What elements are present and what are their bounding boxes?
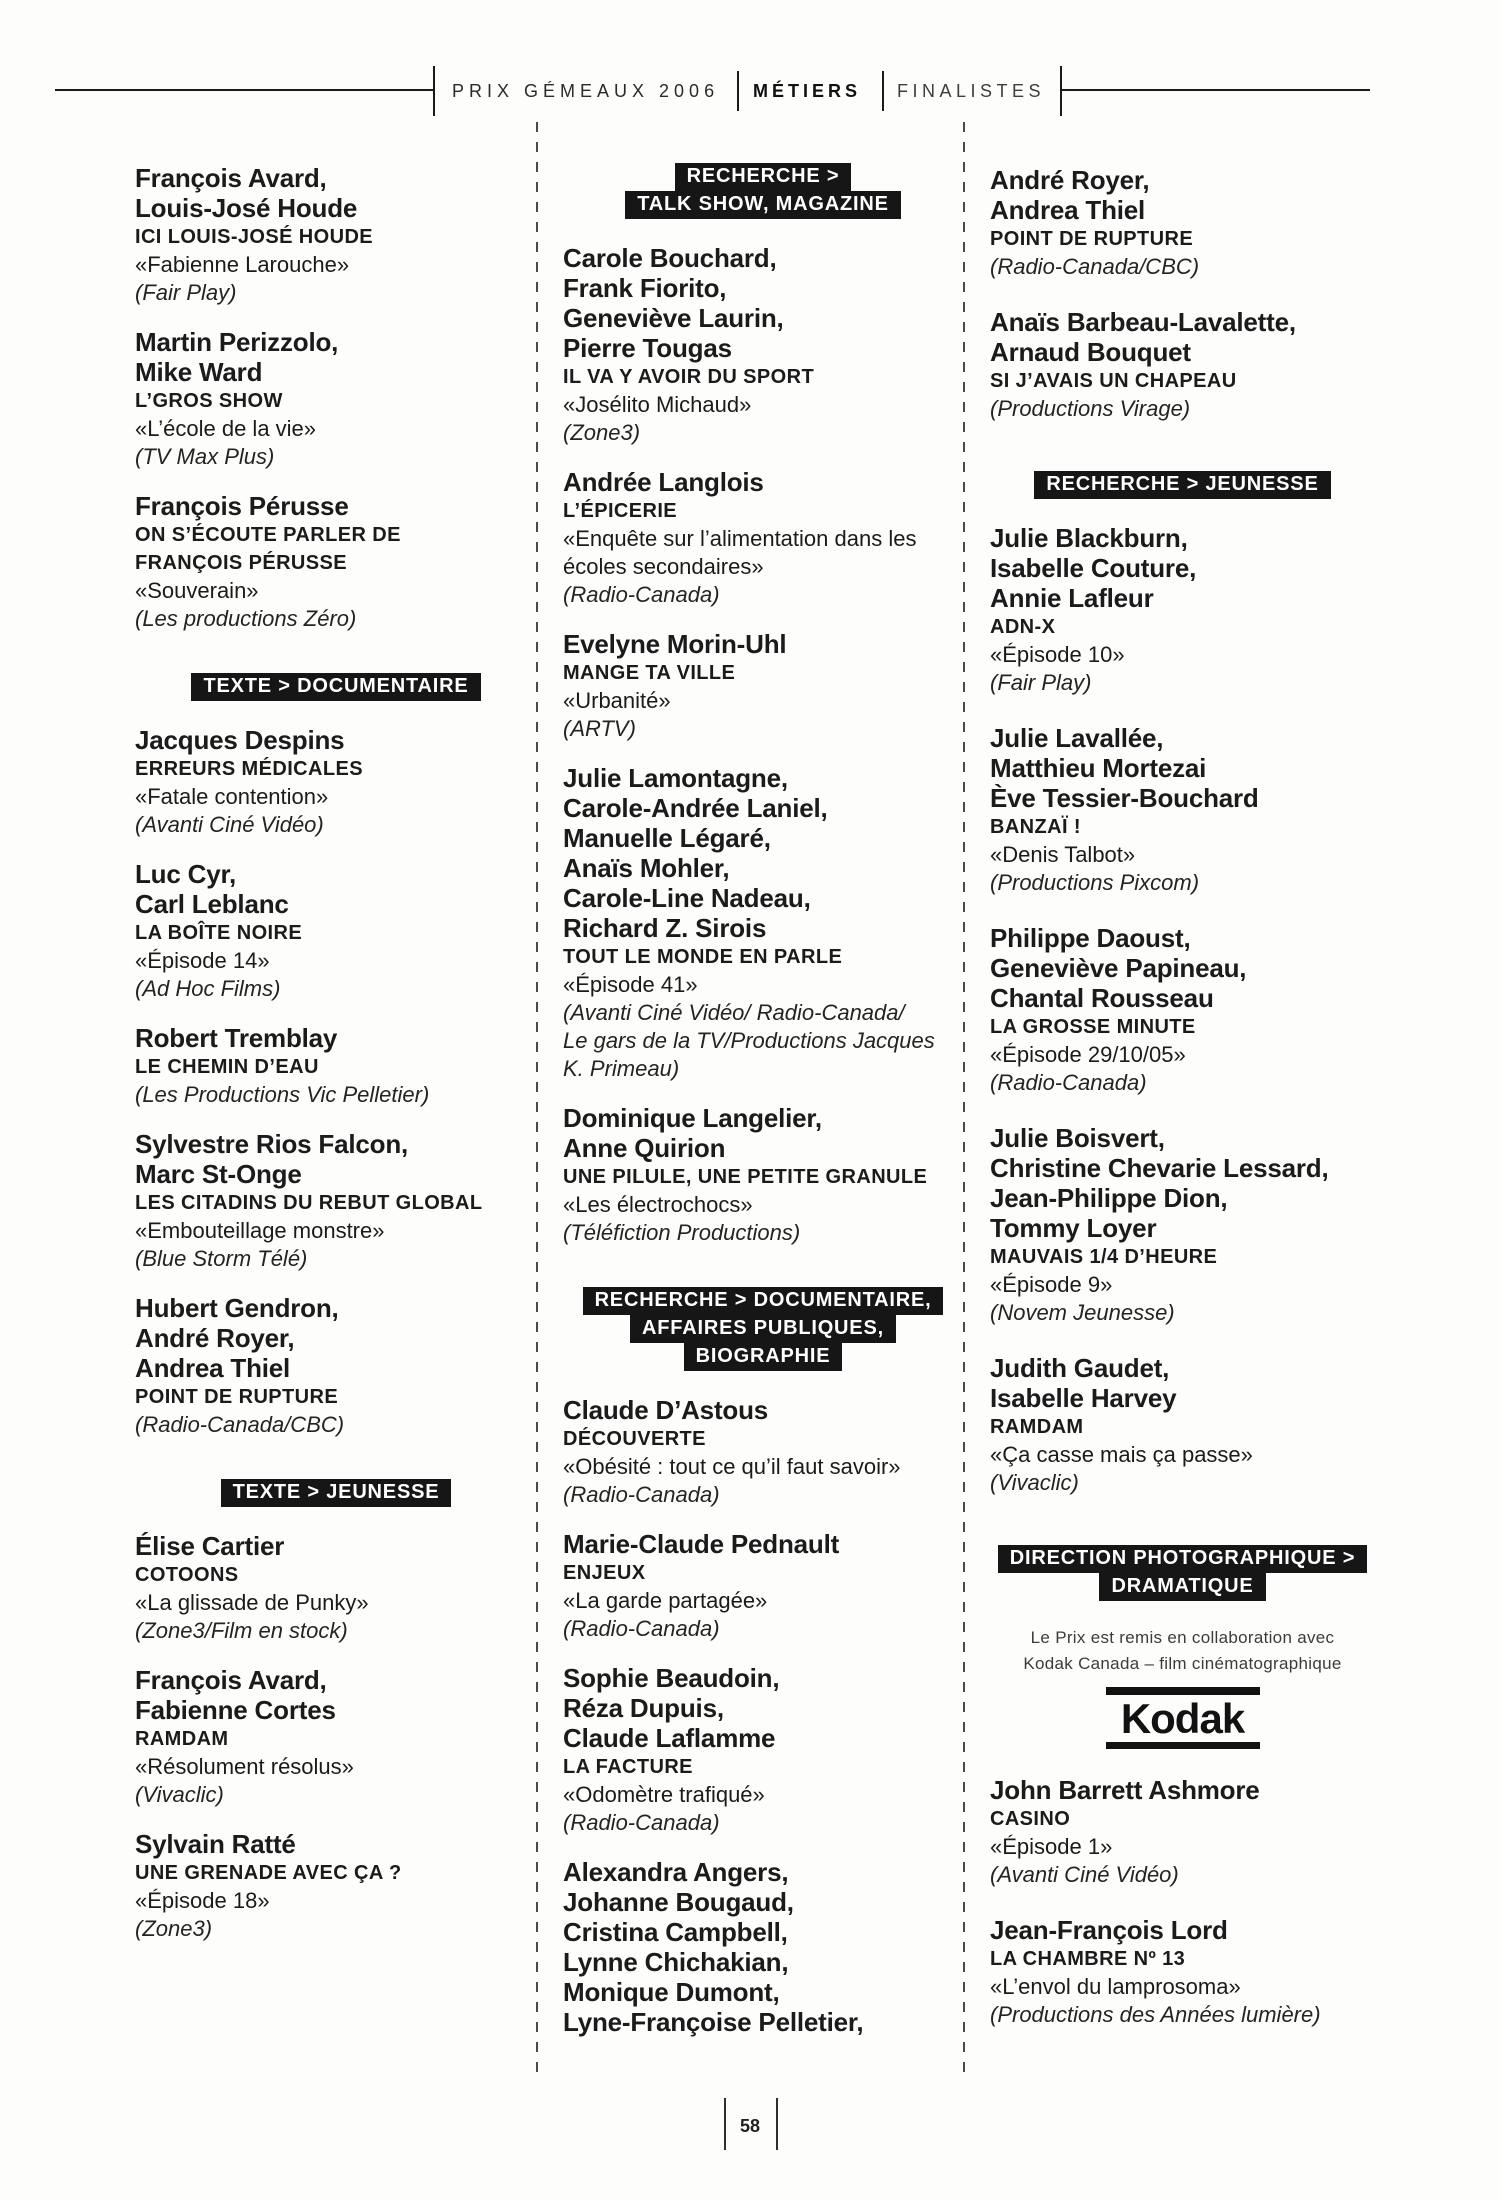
section-header-text: RECHERCHE > JEUNESSE (1034, 471, 1330, 499)
episode-title: «Épisode 41» (563, 972, 698, 997)
production-company: (Radio-Canada) (563, 1616, 720, 1641)
person-name: Julie Lavallée, (990, 723, 1164, 753)
finalist-entry (135, 1293, 537, 1439)
section-header (135, 1479, 537, 1507)
person-name: Robert Tremblay (135, 1023, 338, 1053)
program-title: UNE GRENADE AVEC ÇA ? (135, 1862, 402, 1884)
production-company: (Novem Jeunesse) (990, 1300, 1175, 1325)
program-title: UNE PILULE, UNE PETITE GRANULE (563, 1166, 928, 1188)
section-header-line (563, 191, 963, 219)
collaboration-note-line: Kodak Canada – film cinématographique (1023, 1654, 1342, 1673)
header-divider-1 (737, 71, 739, 111)
section-header (135, 673, 537, 701)
footer-bar-right (776, 2098, 778, 2150)
production-company: (Zone3) (135, 1916, 213, 1941)
production-company: (Fair Play) (135, 280, 237, 305)
section-header-text: DRAMATIQUE (1099, 1573, 1265, 1601)
production-company: (Productions Pixcom) (990, 870, 1200, 895)
episode-title: écoles secondaires» (563, 554, 764, 579)
person-name: Carl Leblanc (135, 889, 289, 919)
program-title: ENJEUX (563, 1562, 646, 1584)
person-name: Anaïs Mohler, (563, 853, 730, 883)
program-title: SI J’AVAIS UN CHAPEAU (990, 370, 1237, 392)
person-name: André Royer, (990, 165, 1150, 195)
finalist-entry (990, 307, 1375, 423)
section-header (990, 1545, 1375, 1601)
episode-title: «Odomètre trafiqué» (563, 1782, 765, 1807)
person-name: Lyne-Françoise Pelletier, (563, 2007, 864, 2037)
episode-title: «Les électrochocs» (563, 1192, 753, 1217)
episode-title: «Denis Talbot» (990, 842, 1136, 867)
person-name: Julie Lamontagne, (563, 763, 788, 793)
person-name: Jacques Despins (135, 725, 345, 755)
production-company: (Zone3/Film en stock) (135, 1618, 348, 1643)
production-company: (Productions Virage) (990, 396, 1191, 421)
person-name: Johanne Bougaud, (563, 1887, 794, 1917)
program-title: POINT DE RUPTURE (990, 228, 1194, 250)
person-name: Martin Perizzolo, (135, 327, 339, 357)
section-header-line (990, 1573, 1375, 1601)
episode-title: «Épisode 14» (135, 948, 270, 973)
production-company: (Radio-Canada/CBC) (990, 254, 1200, 279)
person-name: Carole-Line Nadeau, (563, 883, 811, 913)
production-company: (Téléfiction Productions) (563, 1220, 801, 1245)
production-company: (Productions des Années lumière) (990, 2002, 1321, 2027)
episode-title: «Épisode 29/10/05» (990, 1042, 1186, 1067)
column-separator-2 (963, 122, 965, 2080)
person-name: Réza Dupuis, (563, 1693, 724, 1723)
person-name: François Avard, (135, 163, 327, 193)
person-name: Sylvain Ratté (135, 1829, 296, 1859)
episode-title: «La glissade de Punky» (135, 1590, 369, 1615)
program-title: ERREURS MÉDICALES (135, 758, 363, 780)
person-name: Geneviève Laurin, (563, 303, 784, 333)
person-name: Isabelle Couture, (990, 553, 1197, 583)
episode-title: «Fatale contention» (135, 784, 329, 809)
header-title-subtitle: FINALISTES (897, 81, 1046, 101)
program-title: L’ÉPICERIE (563, 500, 678, 522)
production-company: (Vivaclic) (990, 1470, 1079, 1495)
kodak-logo-text: Kodak (1120, 1695, 1245, 1742)
person-name: Chantal Rousseau (990, 983, 1214, 1013)
production-company: (Zone3) (563, 420, 641, 445)
program-title: RAMDAM (990, 1416, 1084, 1438)
finalist-entry (563, 629, 963, 743)
finalist-entry (563, 1663, 963, 1837)
episode-title: «Obésité : tout ce qu’il faut savoir» (563, 1454, 901, 1479)
person-name: Mike Ward (135, 357, 263, 387)
person-name: Dominique Langelier, (563, 1103, 822, 1133)
episode-title: «L’envol du lamprosoma» (990, 1974, 1241, 1999)
person-name: Fabienne Cortes (135, 1695, 336, 1725)
program-title: DÉCOUVERTE (563, 1428, 706, 1450)
collaboration-note-line: Le Prix est remis en collaboration avec (1030, 1628, 1335, 1647)
person-name: Judith Gaudet, (990, 1353, 1170, 1383)
program-title: LES CITADINS DU REBUT GLOBAL (135, 1192, 483, 1214)
person-name: Cristina Campbell, (563, 1917, 788, 1947)
person-name: Élise Cartier (135, 1531, 285, 1561)
finalist-entry (135, 1531, 537, 1645)
finalist-entry (563, 1395, 963, 1509)
section-header-text: RECHERCHE > DOCUMENTAIRE, (583, 1287, 944, 1315)
production-company: (Vivaclic) (135, 1782, 224, 1807)
episode-title: «Épisode 10» (990, 642, 1125, 667)
production-company: (Les productions Zéro) (135, 606, 357, 631)
header-title-section: MÉTIERS (753, 81, 862, 101)
person-name: Frank Fiorito, (563, 273, 727, 303)
person-name: Carole-Andrée Laniel, (563, 793, 828, 823)
episode-title: «Josélito Michaud» (563, 392, 752, 417)
finalist-entry (990, 1353, 1375, 1497)
finalist-entry (563, 467, 963, 609)
episode-title: «Souverain» (135, 578, 259, 603)
program-title: MANGE TA VILLE (563, 662, 736, 684)
episode-title: «Fabienne Larouche» (135, 252, 350, 277)
person-name: Lynne Chichakian, (563, 1947, 789, 1977)
section-header-text: TALK SHOW, MAGAZINE (625, 191, 900, 219)
program-title: ADN-X (990, 616, 1056, 638)
production-company: (Blue Storm Télé) (135, 1246, 308, 1271)
program-title: RAMDAM (135, 1728, 229, 1750)
person-name: Jean-Philippe Dion, (990, 1183, 1228, 1213)
section-header-text: TEXTE > JEUNESSE (221, 1479, 452, 1507)
person-name: Christine Chevarie Lessard, (990, 1153, 1329, 1183)
person-name: Richard Z. Sirois (563, 913, 767, 943)
person-name: Philippe Daoust, (990, 923, 1191, 953)
person-name: Manuelle Légaré, (563, 823, 771, 853)
person-name: Geneviève Papineau, (990, 953, 1247, 983)
episode-title: «Résolument résolus» (135, 1754, 354, 1779)
production-company: (Radio-Canada/CBC) (135, 1412, 345, 1437)
section-header-line (990, 471, 1375, 499)
person-name: Jean-François Lord (990, 1915, 1228, 1945)
section-header (563, 1287, 963, 1371)
production-company: (Avanti Ciné Vidéo) (135, 812, 324, 837)
page-number: 58 (739, 2116, 761, 2136)
section-header-text: BIOGRAPHIE (684, 1343, 843, 1371)
header-tick-right (1060, 66, 1062, 116)
program-title: L’GROS SHOW (135, 390, 283, 412)
production-company: (Radio-Canada) (563, 1810, 720, 1835)
program-title: LE CHEMIN D’EAU (135, 1056, 319, 1078)
production-company: (Avanti Ciné Vidéo) (990, 1862, 1179, 1887)
program-title: FRANÇOIS PÉRUSSE (135, 552, 347, 574)
production-company: (Ad Hoc Films) (135, 976, 281, 1001)
person-name: Claude D’Astous (563, 1395, 769, 1425)
finalist-entry (135, 1129, 537, 1273)
finalist-entry (135, 1829, 537, 1943)
person-name: Annie Lafleur (990, 583, 1154, 613)
header-rule-left (55, 89, 433, 91)
column-3 (990, 165, 1375, 2055)
finalist-entry (990, 523, 1375, 697)
production-company: (TV Max Plus) (135, 444, 275, 469)
program-title: POINT DE RUPTURE (135, 1386, 339, 1408)
kodak-logo-bar-top (1106, 1687, 1260, 1695)
finalist-entry (135, 725, 537, 839)
person-name: Hubert Gendron, (135, 1293, 339, 1323)
person-name: Julie Blackburn, (990, 523, 1188, 553)
section-header-line (990, 1545, 1375, 1573)
production-company: K. Primeau) (563, 1056, 680, 1081)
header-title-event: PRIX GÉMEAUX 2006 (452, 81, 720, 101)
header-divider-2 (882, 71, 884, 111)
production-company: (Les Productions Vic Pelletier) (135, 1082, 430, 1107)
finalist-entry (990, 1123, 1375, 1327)
episode-title: «L’école de la vie» (135, 416, 317, 441)
person-name: Marc St-Onge (135, 1159, 302, 1189)
program-title: LA BOÎTE NOIRE (135, 922, 303, 944)
production-company: (Radio-Canada) (990, 1070, 1147, 1095)
person-name: André Royer, (135, 1323, 295, 1353)
section-header-line (563, 1287, 963, 1315)
finalist-entry (990, 1775, 1375, 1889)
production-company: (Radio-Canada) (563, 582, 720, 607)
person-name: Andrée Langlois (563, 467, 764, 497)
person-name: Carole Bouchard, (563, 243, 777, 273)
finalist-entry (563, 243, 963, 447)
program-title: ON S’ÉCOUTE PARLER DE (135, 524, 401, 546)
episode-title: «Enquête sur l’alimentation dans les (563, 526, 917, 551)
section-header-text: AFFAIRES PUBLIQUES, (630, 1315, 896, 1343)
section-header-line (563, 1315, 963, 1343)
finalist-entry (990, 1915, 1375, 2029)
episode-title: «Ça casse mais ça passe» (990, 1442, 1253, 1467)
person-name: John Barrett Ashmore (990, 1775, 1260, 1805)
person-name: Andrea Thiel (990, 195, 1146, 225)
program-title: MAUVAIS 1/4 D’HEURE (990, 1246, 1218, 1268)
person-name: Sylvestre Rios Falcon, (135, 1129, 409, 1159)
section-header (563, 163, 963, 219)
finalist-entry (990, 923, 1375, 1097)
program-title: ICI LOUIS-JOSÉ HOUDE (135, 226, 374, 248)
finalist-entry (990, 723, 1375, 897)
section-header (990, 471, 1375, 499)
finalist-entry (563, 1103, 963, 1247)
section-header-text: DIRECTION PHOTOGRAPHIQUE > (998, 1545, 1367, 1573)
column-2 (563, 163, 963, 2057)
finalist-entry (990, 165, 1375, 281)
person-name: Louis-José Houde (135, 193, 358, 223)
program-title: LA FACTURE (563, 1756, 693, 1778)
episode-title: «Épisode 9» (990, 1272, 1113, 1297)
person-name: Luc Cyr, (135, 859, 236, 889)
section-header-line (135, 1479, 537, 1507)
episode-title: «Épisode 18» (135, 1888, 270, 1913)
kodak-logo-bar-bottom (1106, 1742, 1260, 1749)
episode-title: «Urbanité» (563, 688, 671, 713)
production-company: (Avanti Ciné Vidéo/ Radio-Canada/ (563, 1000, 905, 1025)
person-name: Anne Quirion (563, 1133, 726, 1163)
production-company: Le gars de la TV/Productions Jacques (563, 1028, 935, 1053)
production-company: (Fair Play) (990, 670, 1092, 695)
person-name: François Pérusse (135, 491, 349, 521)
person-name: Claude Laflamme (563, 1723, 776, 1753)
person-name: François Avard, (135, 1665, 327, 1695)
person-name: Alexandra Angers, (563, 1857, 789, 1887)
section-header-line (563, 1343, 963, 1371)
person-name: Andrea Thiel (135, 1353, 291, 1383)
program-title: LA GROSSE MINUTE (990, 1016, 1196, 1038)
section-header-text: RECHERCHE > (675, 163, 852, 191)
header-tick-left (433, 66, 435, 116)
finalist-entry (563, 763, 963, 1083)
collaboration-note (990, 1625, 1375, 1677)
person-name: Julie Boisvert, (990, 1123, 1165, 1153)
finalist-entry (135, 327, 537, 471)
finalist-entry (135, 1023, 537, 1109)
finalist-entry (135, 1665, 537, 1809)
section-header-text: TEXTE > DOCUMENTAIRE (191, 673, 480, 701)
episode-title: «Embouteillage monstre» (135, 1218, 385, 1243)
person-name: Ève Tessier-Bouchard (990, 783, 1259, 813)
program-title: IL VA Y AVOIR DU SPORT (563, 366, 815, 388)
program-title: BANZAÏ ! (990, 816, 1081, 838)
person-name: Sophie Beaudoin, (563, 1663, 780, 1693)
production-company: (Radio-Canada) (563, 1482, 720, 1507)
person-name: Anaïs Barbeau-Lavalette, (990, 307, 1296, 337)
program-title: CASINO (990, 1808, 1071, 1830)
production-company: (ARTV) (563, 716, 636, 741)
person-name: Arnaud Bouquet (990, 337, 1191, 367)
header-rule-right (1060, 89, 1370, 91)
program-title: COTOONS (135, 1564, 239, 1586)
person-name: Isabelle Harvey (990, 1383, 1177, 1413)
person-name: Matthieu Mortezai (990, 753, 1207, 783)
episode-title: «La garde partagée» (563, 1588, 768, 1613)
program-title: TOUT LE MONDE EN PARLE (563, 946, 843, 968)
kodak-logo (1106, 1687, 1260, 1749)
finalist-entry (563, 1529, 963, 1643)
finalist-entry (135, 491, 537, 633)
person-name: Monique Dumont, (563, 1977, 780, 2007)
section-header-line (135, 673, 537, 701)
person-name: Tommy Loyer (990, 1213, 1157, 1243)
finalist-entry (563, 1857, 963, 2037)
finalist-entry (135, 163, 537, 307)
section-header-line (563, 163, 963, 191)
column-1 (135, 163, 537, 1963)
person-name: Evelyne Morin-Uhl (563, 629, 787, 659)
finalist-entry (135, 859, 537, 1003)
person-name: Pierre Tougas (563, 333, 732, 363)
episode-title: «Épisode 1» (990, 1834, 1113, 1859)
program-title: LA CHAMBRE Nº 13 (990, 1948, 1186, 1970)
person-name: Marie-Claude Pednault (563, 1529, 840, 1559)
